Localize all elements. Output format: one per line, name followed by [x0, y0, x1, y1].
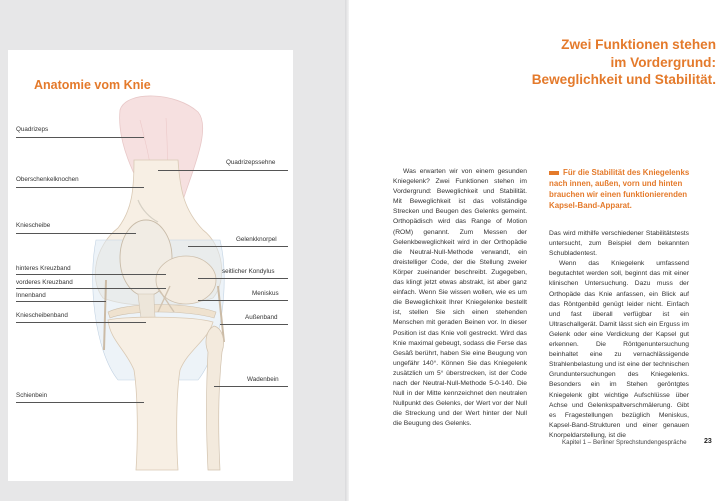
leader-line	[16, 274, 166, 275]
label-vorderes-kreuzband: vorderes Kreuzband	[16, 279, 73, 286]
body-paragraph: Das wird mithilfe verschiedener Stabilitätstests untersucht, zum Beispiel dem bekannten Schubladentest.	[549, 230, 689, 258]
label-innenband: Innenband	[16, 292, 46, 299]
body-paragraph: Was erwarten wir von einem gesunden Kniegelenk? Zwei Funktionen stehen im Vordergrund: Beweglichkeit und Stabilität. Mit Beweglichkeit ist das vollständige Strecken und Beugen des Gelenks gemeint. Orthopädisch wird das Range of Motion (ROM) genannt. Zum Messen der Gelenkbeweglichkeit wird in der Orthopädie die Neutral-Null-Methode verwandt, ein dreistelliger Code, der die Stellung zweier Körper zueinander beschreibt. Zugegeben, das klingt jetzt etwas abstrakt, ist aber ganz einfach. Wenn Sie wissen wollen, wie es um die Beweglichkeit Ihrer Kniegelenke bestellt ist, stellen Sie sich einen stehenden Menschen mit geraden Beinen vor. In dieser Position ist das Knie voll gestreckt. Wird das Knie maximal gebeugt, sodass die Ferse das Gesäß berührt, haben Sie eine Beugung von ungefähr 140°. Können Sie das Kniegelenk zusätzlich um 5° überstrecken, ist der Code nach der Neutral-Null-Methode 5-0-140. Die Null in der Mitte kennzeichnet den neutralen Nullpunkt des Gelenks, der Wert vor der Null die Streckung und der Wert hinter der Null die Beugung des Gelenks.	[393, 168, 527, 428]
body-paragraph: Wenn das Kniegelenk umfassend begutachtet werden soll, beginnt das mit einer klinischen Untersuchung. Dazu muss der Orthopäde das Knie anfassen, ein Blick auf das Röntgenbild genügt leider nicht. Einfach und fast überall verfügbar ist ein Ultraschallgerät. Damit lässt sich ein Erguss im Gelenk oder eine Verdickung der Kapsel gut erkennen. Die Röntgenuntersuchung beinhaltet eine zu vernachlässigende Strahlenbelastung und ist eine der technischen Grunduntersuchungen des Kniegelenks. Besonders ein im Stehen geröntgtes Kniegelenk gibt wichtige Aufschlüsse über Achse und Gelenkspaltverschmälerung. Gibt es Fragestellungen bezüglich Meniskus, Kapsel-Band-Strukturen und einer genauen Knorpeldarstellung, ist die	[549, 260, 689, 439]
article-headline	[456, 36, 716, 89]
label-gelenkknorpel: Gelenkknorpel	[236, 236, 277, 243]
quote-marker-bar	[549, 171, 559, 175]
leader-line	[220, 324, 288, 325]
tibia-bone	[108, 317, 213, 470]
text-column-left	[393, 167, 527, 429]
leader-line	[16, 402, 144, 403]
label-wadenbein: Wadenbein	[247, 376, 279, 383]
right-page	[349, 0, 720, 501]
label-oberschenkelknochen: Oberschenkelknochen	[16, 176, 79, 183]
page-number: 23	[704, 438, 712, 445]
leader-line	[198, 300, 288, 301]
leader-line	[16, 137, 144, 138]
pull-quote	[549, 167, 704, 211]
headline-line: im Vordergrund:	[610, 54, 716, 70]
label-hinteres-kreuzband: hinteres Kreuzband	[16, 265, 71, 272]
label-kniescheibe: Kniescheibe	[16, 222, 51, 229]
label-quadrizepssehne: Quadrizepssehne	[226, 159, 276, 166]
leader-line	[16, 322, 146, 323]
leader-line	[16, 233, 136, 234]
label-schienbein: Schienbein	[16, 392, 48, 399]
leader-line	[16, 288, 166, 289]
fibula-bone	[206, 326, 224, 470]
leader-line	[16, 301, 106, 302]
label-seitlicher-kondylus: seitlicher Kondylus	[222, 268, 275, 275]
leader-line	[16, 187, 144, 188]
leader-line	[158, 170, 288, 171]
chapter-footer: Kapitel 1 – Berliner Sprechstundengespräche	[562, 439, 687, 446]
figure-title: Anatomie vom Knie	[34, 78, 151, 92]
leader-line	[198, 278, 288, 279]
leader-line	[214, 386, 288, 387]
label-aussenband: Außenband	[245, 314, 278, 321]
label-quadrizeps: Quadrizeps	[16, 126, 49, 133]
anatomy-figure-card	[8, 50, 293, 481]
label-kniescheibenband: Kniescheibenband	[16, 312, 68, 319]
left-page	[0, 0, 345, 501]
leader-line	[188, 246, 288, 247]
headline-line: Beweglichkeit und Stabilität.	[531, 72, 716, 87]
label-meniskus: Meniskus	[252, 290, 279, 297]
text-column-right	[549, 229, 689, 441]
pull-quote-text: Für die Stabilität des Kniegelenks nach innen, außen, vorn und hinten brauchen wir einen funktionierenden Kapsel-Band-Apparat.	[549, 168, 690, 210]
headline-line: Zwei Funktionen stehen	[561, 37, 716, 52]
